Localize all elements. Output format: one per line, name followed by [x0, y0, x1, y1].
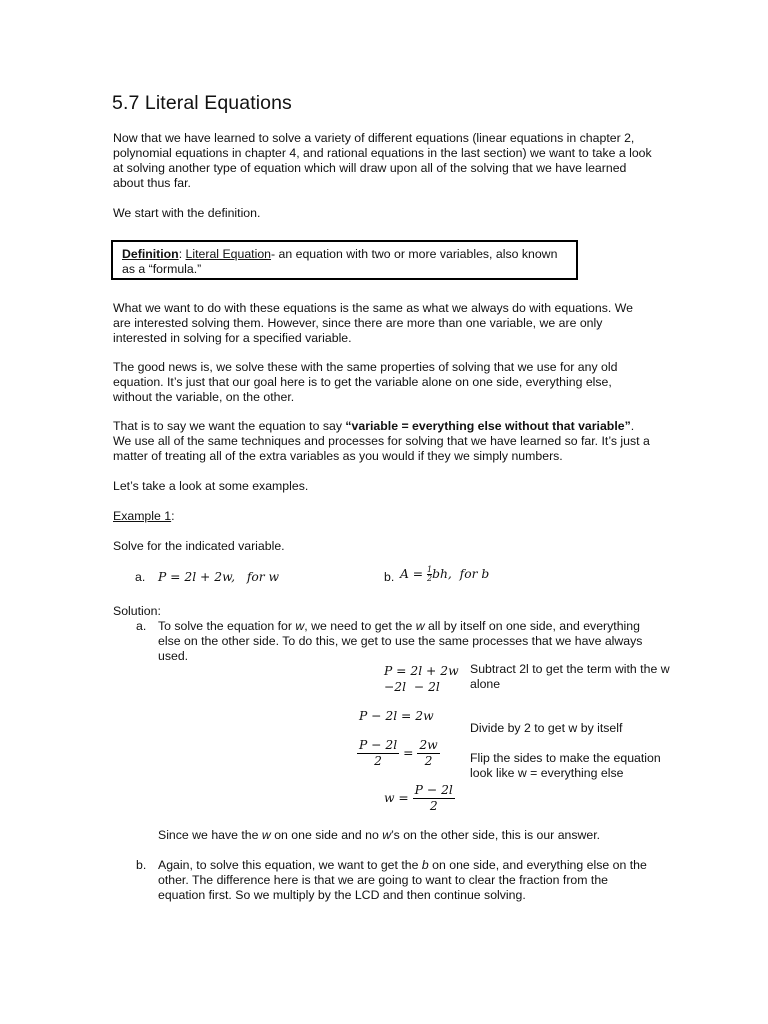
intro-paragraph: Now that we have learned to solve a variety of different equations (linear equations in chapter 2, polynomial equations in chapter 4, and rational equations in the last section) we want to take a look at solving another type of equation which will draw upon all of the solving that we have learned about thus far. — [113, 131, 652, 190]
solution-a-text: To solve the equation for w, we need to get the w all by itself on one side, and everything else on the other side. To do this, we get to use the same processes that we have always used. — [158, 619, 643, 663]
problem-a-label: a. — [135, 570, 146, 584]
paragraph-goal: What we want to do with these equations is the same as what we always do with equations. We are interested solving them. However, since there are more than one variable, we are only interested in solving for a specified variable. — [113, 301, 633, 345]
step-equation-1: P = 2l + 2w — [384, 664, 459, 678]
note-subtract: Subtract 2l to get the term with the w alone — [470, 662, 670, 691]
step-equation-4: w = $\frac{P - 2l}{2}$ — [384, 783, 453, 813]
solution-a-conclusion: Since we have the w on one side and no w’s on the other side, this is our answer. — [158, 828, 601, 842]
step-subtraction: −2l − 2l — [384, 680, 440, 694]
solution-b-label: b. — [136, 858, 147, 872]
rule-emphasis: “variable = everything else without that variable” — [345, 419, 631, 433]
page-title: 5.7 Literal Equations — [112, 92, 292, 114]
problem-a-equation: P = 2l + 2w, for w — [158, 570, 280, 584]
note-divide: Divide by 2 to get w by itself — [470, 721, 623, 735]
solution-heading: Solution: — [113, 604, 161, 618]
definition-box — [111, 240, 578, 280]
step-equation-2: P − 2l = 2w — [359, 709, 434, 723]
example-heading: Example 1: — [113, 509, 175, 523]
step-equation-3: $\frac{P - 2l}{2}$ = $\frac{2w}{2}$ — [359, 738, 438, 768]
definition-body: - an equation with two or more variables, also known as a “formula.” — [122, 247, 558, 276]
definition-text: Definition: Literal Equation- an equation with two or more variables, also known as a “formula.” — [122, 247, 558, 276]
examples-intro: Let’s take a look at some examples. — [113, 479, 309, 493]
paragraph-good-news: The good news is, we solve these with the same properties of solving that we use for any old equation. It’s just that our goal here is to get the variable alone on one side, everything else, without the variable, on the other. — [113, 360, 618, 404]
paragraph-variable-rule: That is to say we want the equation to say “variable = everything else without that variable”. We use all of the same techniques and processes for solving that we have learned so far. It’s just a matter of treating all of the extra variables as you would if they we simply numbers. — [113, 419, 650, 463]
definition-lead: We start with the definition. — [113, 206, 261, 220]
example-instruction: Solve for the indicated variable. — [113, 539, 285, 553]
note-flip: Flip the sides to make the equation look like w = everything else — [470, 751, 661, 780]
definition-term: Literal Equation — [185, 247, 272, 261]
definition-label: Definition — [122, 247, 179, 261]
solution-a-label: a. — [136, 619, 147, 633]
problem-b-equation: A = $\frac{1}{2}bh$, for b — [400, 565, 490, 583]
solution-b-text: Again, to solve this equation, we want to get the b on one side, and everything else on the other. The difference here is that we are going to want to clear the fraction from the equation first. So we multiply by the LCD and then continue solving. — [158, 858, 647, 902]
problem-b-label: b. — [384, 570, 395, 584]
